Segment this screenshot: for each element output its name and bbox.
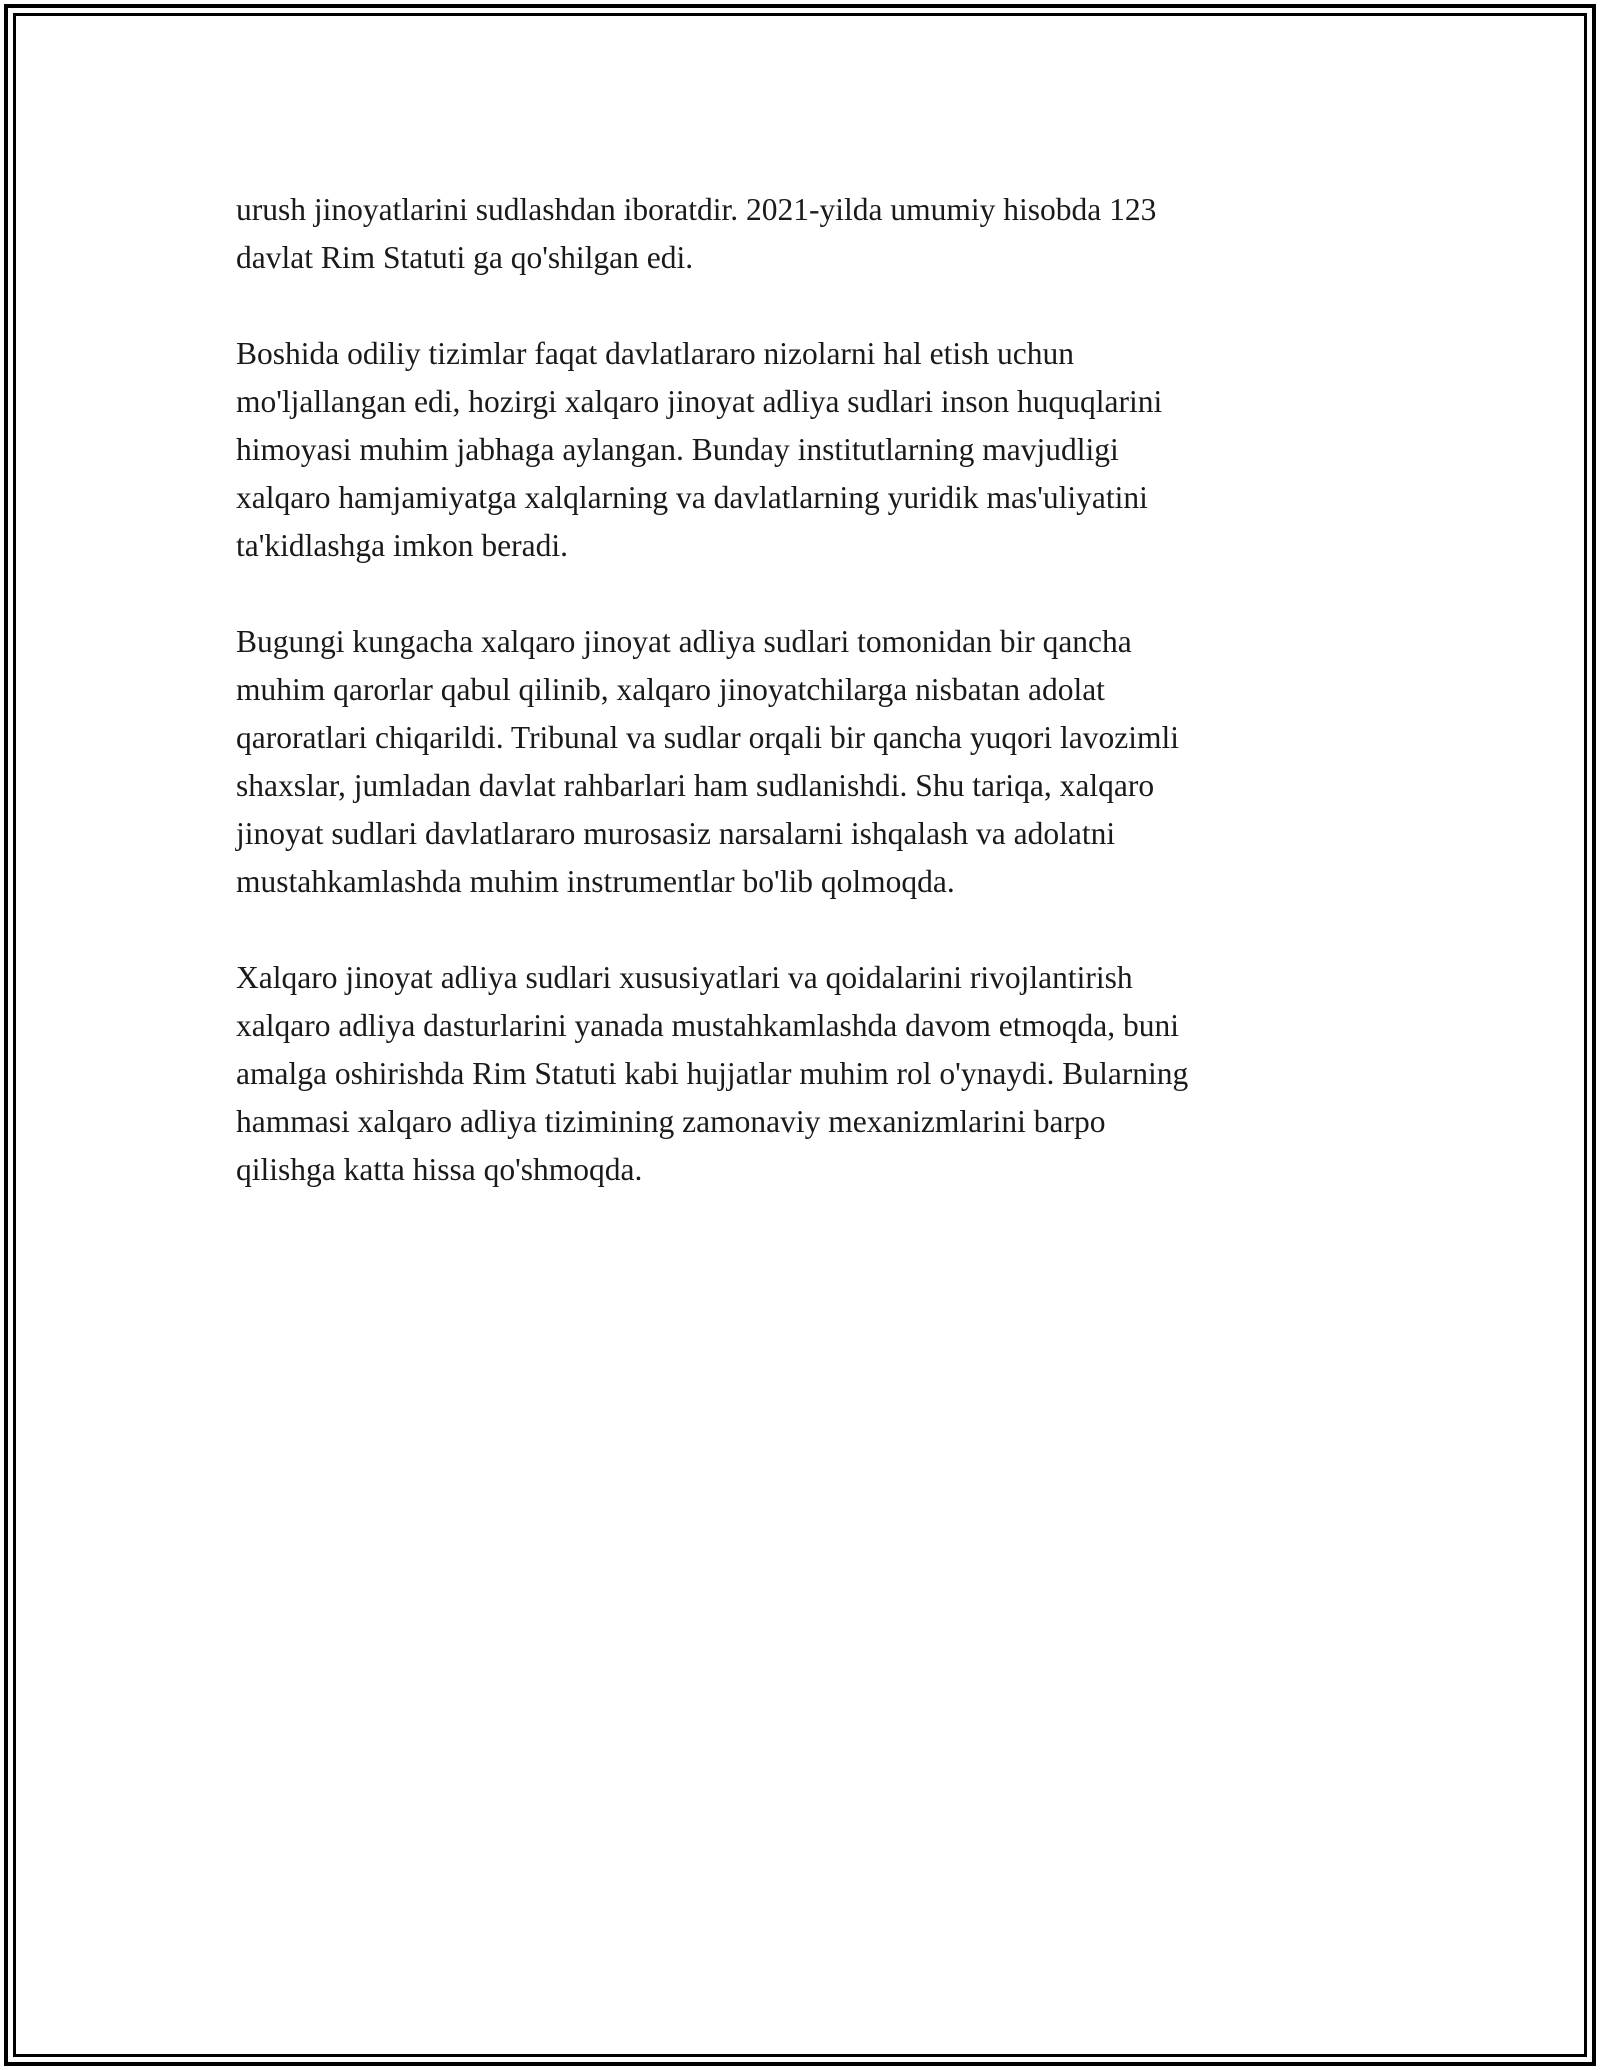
- text-line: davlat Rim Statuti ga qo'shilgan edi.: [236, 240, 694, 275]
- text-line: Bugungi kungacha xalqaro jinoyat adliya sudlari tomonidan bir qancha: [236, 624, 1132, 659]
- text-line: jinoyat sudlari davlatlararo murosasiz narsalarni ishqalash va adolatni: [236, 816, 1116, 851]
- text-line: amalga oshirishda Rim Statuti kabi hujjatlar muhim rol o'ynaydi. Bularning: [236, 1056, 1189, 1091]
- text-line: hammasi xalqaro adliya tizimining zamonaviy mexanizmlarini barpo: [236, 1104, 1106, 1139]
- paragraph-2: [236, 330, 1366, 570]
- text-line: Boshida odiliy tizimlar faqat davlatlararo nizolarni hal etish uchun: [236, 336, 1074, 371]
- paragraph-1: [236, 186, 1366, 282]
- text-line: xalqaro adliya dasturlarini yanada mustahkamlashda davom etmoqda, buni: [236, 1008, 1179, 1043]
- text-line: ta'kidlashga imkon beradi.: [236, 528, 568, 563]
- text-line: xalqaro hamjamiyatga xalqlarning va davlatlarning yuridik mas'uliyatini: [236, 480, 1148, 515]
- text-line: qilishga katta hissa qo'shmoqda.: [236, 1152, 643, 1187]
- text-line: shaxslar, jumladan davlat rahbarlari ham sudlanishdi. Shu tariqa, xalqaro: [236, 768, 1155, 803]
- document-body: [236, 186, 1366, 1242]
- text-line: Xalqaro jinoyat adliya sudlari xususiyatlari va qoidalarini rivojlantirish: [236, 960, 1133, 995]
- text-line: mustahkamlashda muhim instrumentlar bo'lib qolmoqda.: [236, 864, 955, 899]
- text-line: himoyasi muhim jabhaga aylangan. Bunday institutlarning mavjudligi: [236, 432, 1119, 467]
- paragraph-3: [236, 618, 1366, 906]
- paragraph-4: [236, 954, 1366, 1194]
- text-line: mo'ljallangan edi, hozirgi xalqaro jinoyat adliya sudlari inson huquqlarini: [236, 384, 1163, 419]
- text-line: qaroratlari chiqarildi. Tribunal va sudlar orqali bir qancha yuqori lavozimli: [236, 720, 1180, 755]
- text-line: urush jinoyatlarini sudlashdan iboratdir. 2021-yilda umumiy hisobda 123: [236, 192, 1157, 227]
- text-line: muhim qarorlar qabul qilinib, xalqaro jinoyatchilarga nisbatan adolat: [236, 672, 1105, 707]
